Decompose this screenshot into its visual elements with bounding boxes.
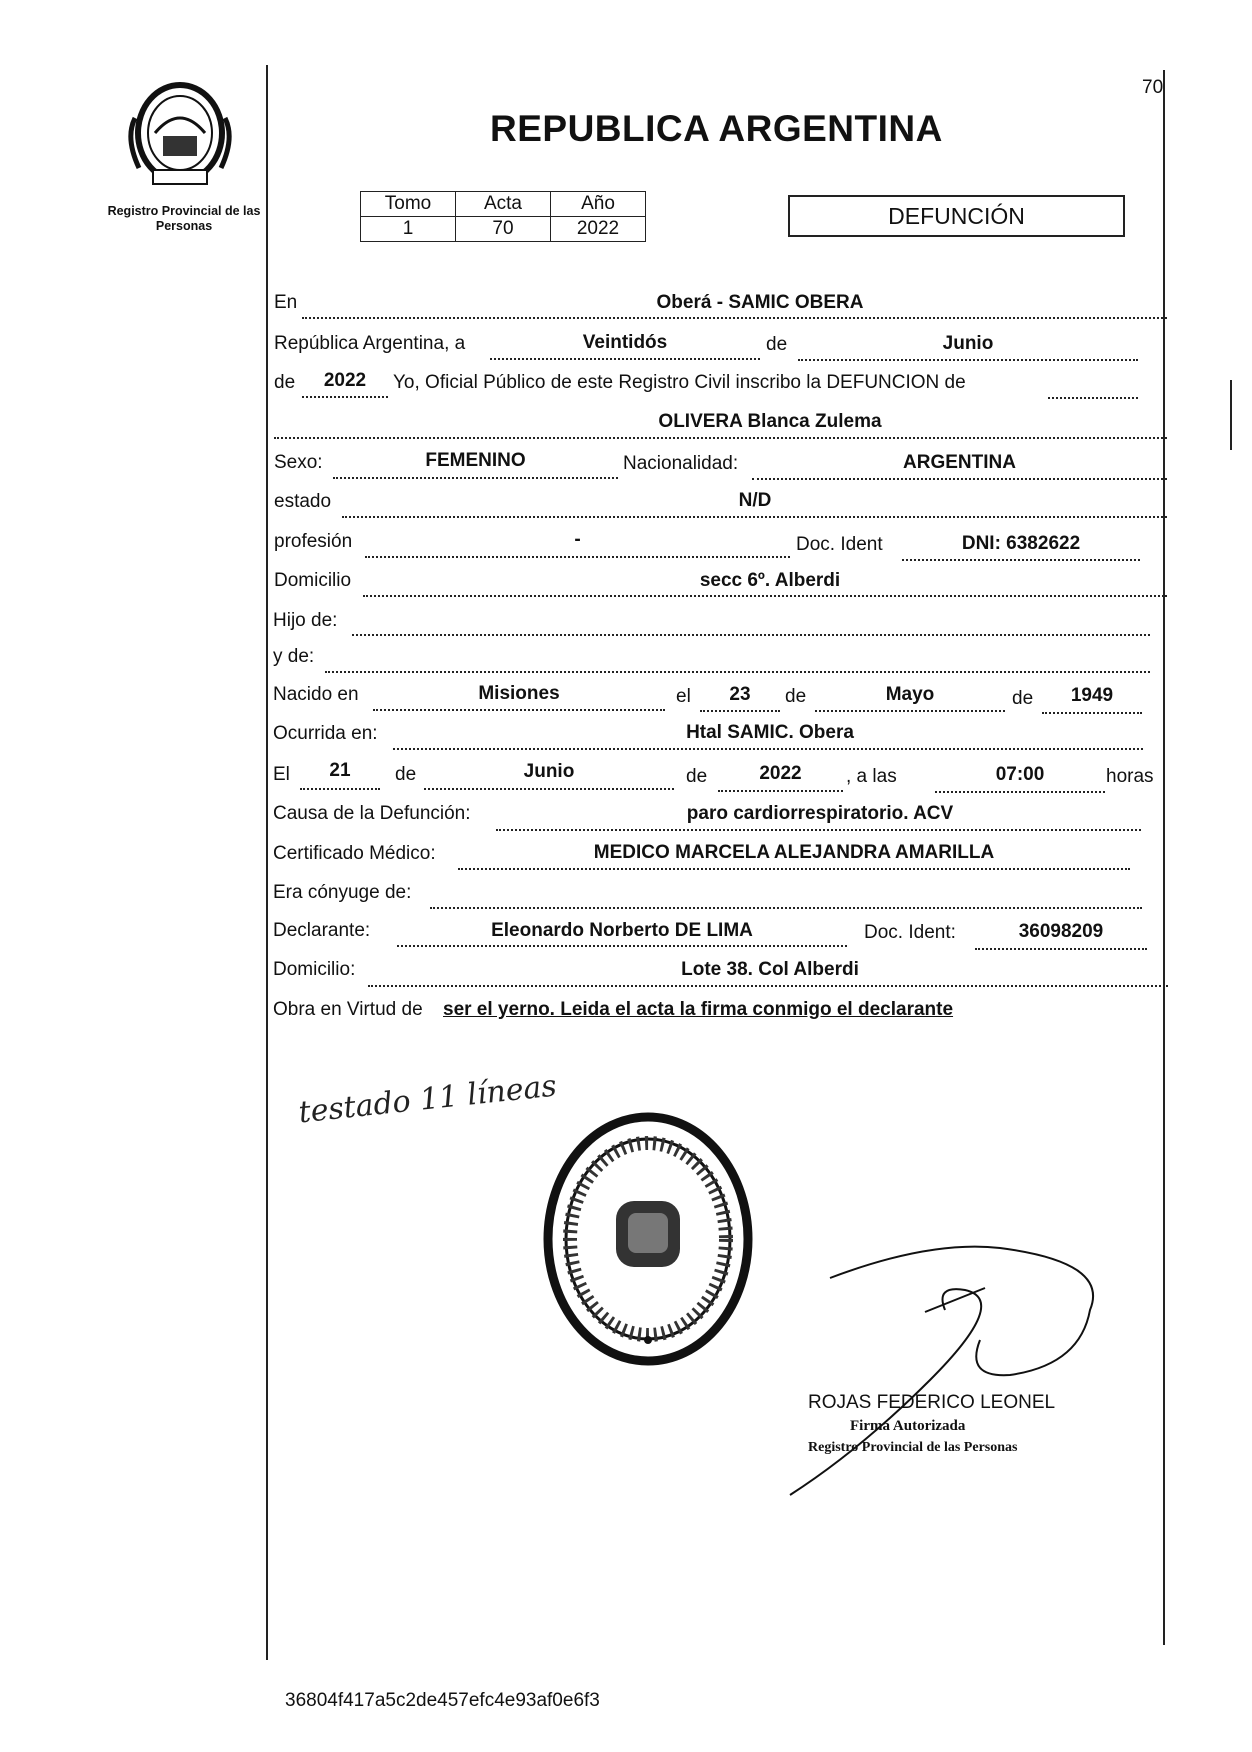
official-role: Firma Autorizada — [850, 1418, 966, 1434]
estado-label: estado — [274, 491, 332, 512]
record-type-box: DEFUNCIÓN — [788, 195, 1125, 237]
dotted-line — [458, 868, 1130, 870]
conyuge-label: Era cónyuge de: — [273, 882, 412, 903]
obra-value: ser el yerno. Leida el acta la firma conmigo el declarante — [443, 999, 954, 1020]
dotted-line — [490, 358, 760, 360]
doc2-label: Doc. Ident: — [864, 922, 956, 943]
ocurrida-label: Ocurrida en: — [273, 723, 378, 744]
dotted-line — [302, 396, 388, 398]
alas-label: , a las — [846, 766, 897, 787]
domicilio-value: secc 6º. Alberdi — [699, 570, 841, 591]
deceased-name: OLIVERA Blanca Zulema — [658, 411, 882, 432]
profesion-value: - — [574, 529, 581, 550]
doc-label: Doc. Ident — [796, 534, 883, 555]
signature-scrawl — [780, 1240, 1140, 1520]
domicilio-label: Domicilio — [274, 570, 352, 591]
dotted-line — [752, 478, 1167, 480]
death-day-value: 21 — [329, 760, 351, 781]
birth-year-value: 1949 — [1070, 685, 1114, 706]
dotted-line — [430, 907, 1142, 909]
dotted-line — [1042, 712, 1142, 714]
el2-label: El — [273, 764, 290, 785]
dotted-line — [1048, 397, 1138, 399]
dotted-line — [496, 829, 1141, 831]
domicilio2-label: Domicilio: — [273, 959, 356, 980]
doc2-value: 36098209 — [1018, 921, 1104, 942]
dotted-line — [274, 437, 1167, 439]
left-margin-line — [266, 65, 268, 1660]
death-year-value: 2022 — [759, 763, 802, 784]
inscribe-text: Yo, Oficial Público de este Registro Civil inscribo la DEFUNCION de — [393, 372, 966, 393]
doc-value: DNI: 6382622 — [961, 533, 1081, 554]
de-label: de — [766, 334, 788, 355]
el-label: el — [676, 686, 691, 707]
birthplace-value: Misiones — [478, 683, 560, 704]
acta-value: 70 — [456, 217, 551, 242]
dotted-line — [718, 790, 843, 792]
horas-label: horas — [1106, 766, 1154, 787]
de-label: de — [395, 764, 417, 785]
profesion-label: profesión — [274, 531, 353, 552]
misiones-seal-logo — [125, 78, 235, 193]
birth-day-value: 23 — [729, 684, 751, 705]
birth-month-value: Mayo — [885, 684, 935, 705]
place-value: Oberá - SAMIC OBERA — [656, 292, 864, 313]
handwritten-note: testado 11 líneas — [296, 1068, 559, 1131]
death-month-value: Junio — [523, 761, 575, 782]
death-time-value: 07:00 — [995, 764, 1045, 785]
dotted-line — [352, 634, 1150, 636]
domicilio2-value: Lote 38. Col Alberdi — [681, 959, 859, 980]
declarante-value: Eleonardo Norberto DE LIMA — [491, 920, 753, 941]
tomo-acta-ano-table — [360, 191, 646, 242]
nacionalidad-label: Nacionalidad: — [623, 453, 739, 474]
dotted-line — [333, 477, 618, 479]
page-title: REPUBLICA ARGENTINA — [490, 108, 943, 149]
cert-label: Certificado Médico: — [273, 843, 436, 864]
causa-value: paro cardiorrespiratorio. ACV — [686, 803, 954, 824]
dotted-line — [325, 671, 1150, 673]
official-stamp — [538, 1108, 758, 1370]
de-label: de — [686, 766, 708, 787]
tomo-value: 1 — [361, 217, 456, 242]
day-words-value: Veintidós — [582, 332, 668, 353]
dotted-line — [798, 359, 1138, 361]
causa-label: Causa de la Defunción: — [273, 803, 471, 824]
de-label: de — [785, 686, 807, 707]
de-label: de — [274, 372, 296, 393]
de-label: de — [1012, 688, 1034, 709]
dotted-line — [424, 788, 674, 790]
obra-label: Obra en Virtud de — [273, 999, 423, 1020]
official-name: ROJAS FEDERICO LEONEL — [808, 1392, 1056, 1413]
official-org: Registro Provincial de las Personas — [808, 1440, 1018, 1455]
dotted-line — [342, 516, 1167, 518]
ano-value: 2022 — [551, 217, 646, 242]
year-value: 2022 — [323, 370, 367, 391]
dotted-line — [363, 595, 1167, 597]
nacido-label: Nacido en — [273, 684, 359, 705]
dotted-line — [935, 791, 1105, 793]
hijo-label: Hijo de: — [273, 610, 338, 631]
edge-mark — [1230, 380, 1232, 450]
en-label: En — [274, 292, 298, 313]
dotted-line — [815, 710, 1005, 712]
registry-name: Registro Provincial de las Personas — [107, 204, 261, 233]
acta-header: Acta — [456, 192, 551, 217]
declarante-label: Declarante: — [273, 920, 371, 941]
dotted-line — [368, 985, 1168, 987]
ano-header: Año — [551, 192, 646, 217]
page-number: 70 — [1142, 77, 1164, 98]
dotted-line — [700, 710, 780, 712]
dotted-line — [300, 788, 380, 790]
month-value: Junio — [942, 333, 994, 354]
estado-value: N/D — [738, 490, 772, 511]
document-hash: 36804f417a5c2de457efc4e93af0e6f3 — [285, 1690, 600, 1711]
republica-label: República Argentina, a — [274, 333, 466, 354]
ocurrida-value: Htal SAMIC. Obera — [686, 722, 854, 743]
dotted-line — [397, 945, 847, 947]
nacionalidad-value: ARGENTINA — [903, 452, 1016, 473]
dotted-line — [902, 559, 1140, 561]
tomo-header: Tomo — [361, 192, 456, 217]
yde-label: y de: — [273, 646, 315, 667]
cert-value: MEDICO MARCELA ALEJANDRA AMARILLA — [593, 842, 995, 863]
dotted-line — [393, 748, 1143, 750]
dotted-line — [373, 709, 665, 711]
dotted-line — [365, 556, 790, 558]
sexo-value: FEMENINO — [425, 450, 526, 471]
sexo-label: Sexo: — [274, 452, 323, 473]
dotted-line — [975, 948, 1147, 950]
right-margin-line — [1163, 70, 1165, 1645]
dotted-line — [302, 317, 1167, 319]
